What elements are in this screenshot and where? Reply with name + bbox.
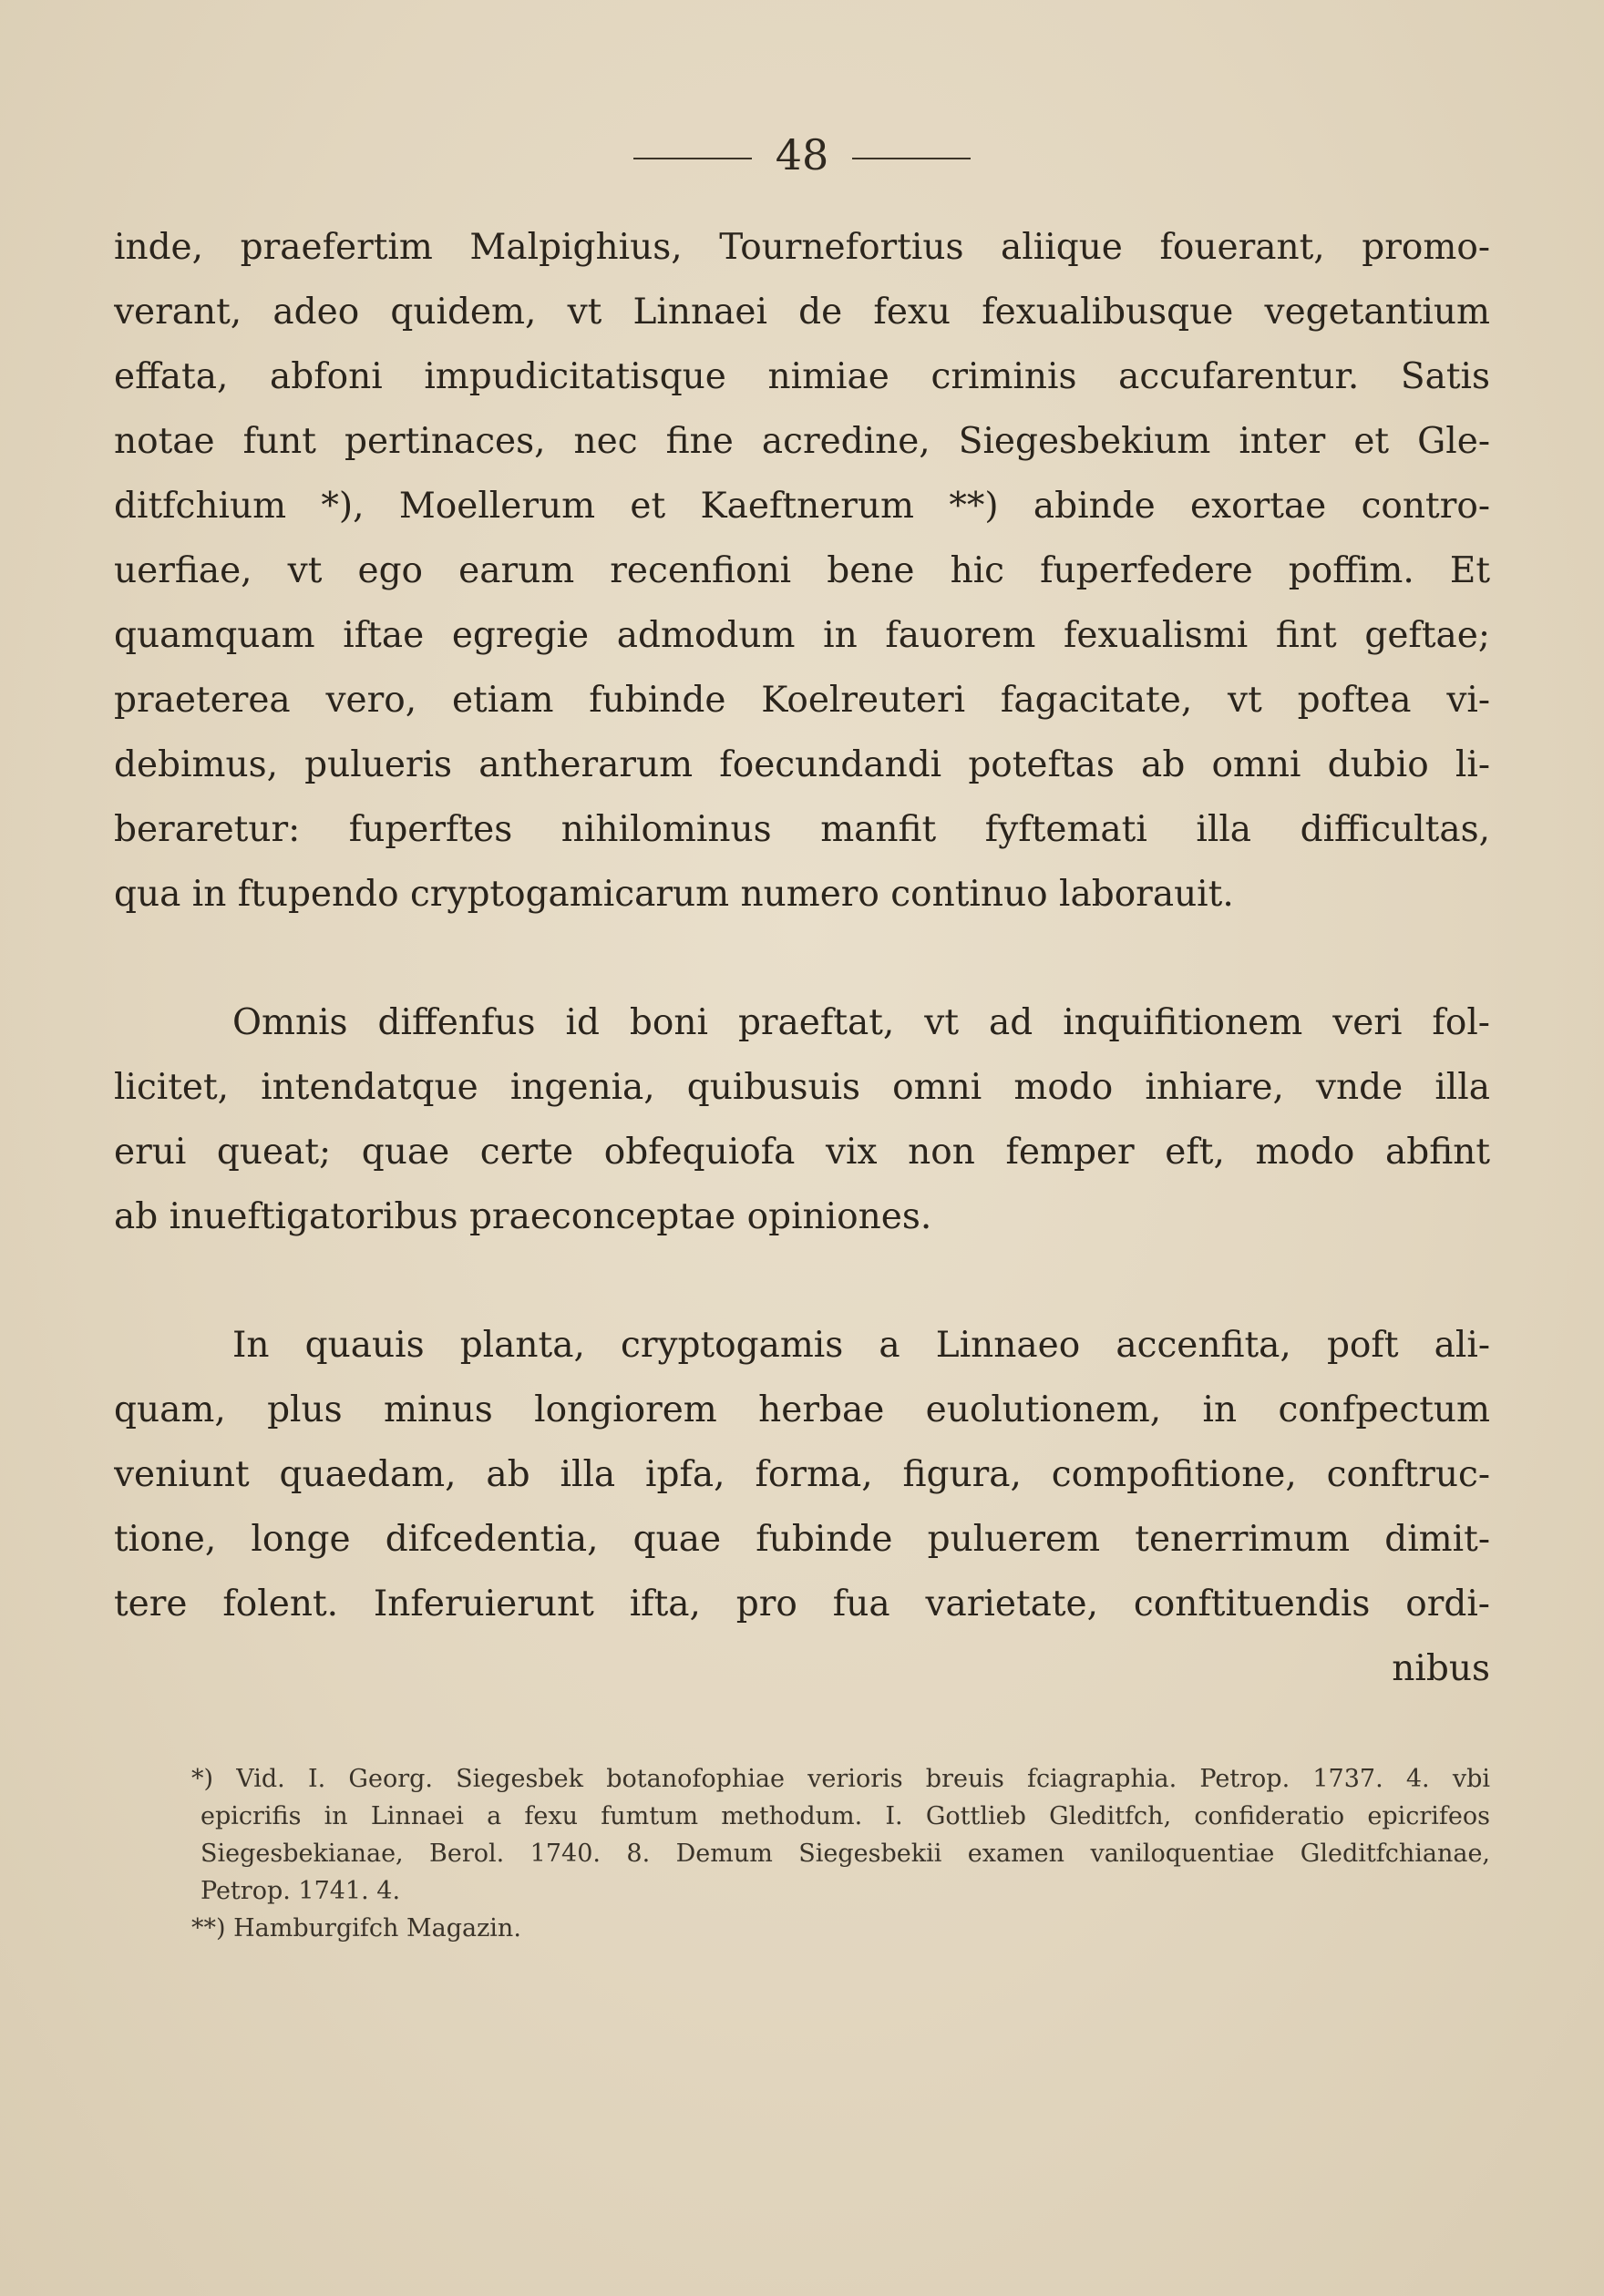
paragraph-gap (114, 1249, 1490, 1313)
text-line: quam, plus minus longiorem herbae euolutionem, in confpectum (114, 1389, 1490, 1430)
footnotes (191, 1760, 1490, 1947)
paragraph-1 (114, 215, 1490, 927)
footnote-line: epicrifis in Linnaei a fexu fumtum methodum. I. Gottlieb Gleditfch, confideratio epicrifeos (200, 1802, 1490, 1830)
text-line: In quauis planta, cryptogamis a Linnaeo accenfita, poft ali- (232, 1325, 1490, 1366)
text-line: uerfiae, vt ego earum recenfioni bene hic fuperfedere poffim. Et (114, 550, 1490, 591)
text-line: debimus, pulueris antherarum foecundandi poteftas ab omni dubio li- (114, 744, 1490, 785)
text-line: ab inueftigatoribus praeconceptae opiniones. (114, 1196, 932, 1237)
footnote-line: Petrop. 1741. 4. (200, 1877, 401, 1905)
catchword: nibus (1392, 1648, 1490, 1689)
paragraph-gap (114, 927, 1490, 990)
text-line: notae funt pertinaces, nec fine acredine, Siegesbekium inter et Gle- (114, 421, 1490, 462)
text-line: qua in ftupendo cryptogamicarum numero continuo laborauit. (114, 874, 1234, 915)
text-line: ditfchium *), Moellerum et Kaeftnerum **) abinde exortae contro- (114, 486, 1490, 527)
text-line: erui queat; quae certe obfequiofa vix non femper eft, modo abfint (114, 1132, 1490, 1173)
footnote-line: **) Hamburgifch Magazin. (191, 1914, 521, 1942)
body-text (114, 215, 1490, 1701)
footnote-1 (191, 1760, 1490, 1910)
footnote-line: *) Vid. I. Georg. Siegesbek botanofophiae verioris breuis fciagraphia. Petrop. 1737. 4. vbi (191, 1765, 1490, 1793)
text-line: effata, abfoni impudicitatisque nimiae criminis accufarentur. Satis (114, 356, 1490, 397)
text-line: beraretur: fuperftes nihilominus manfit fyftemati illa difficultas, (114, 809, 1490, 850)
text-line: quamquam iftae egregie admodum in fauorem fexualismi fint geftae; (114, 615, 1490, 656)
paragraph-3 (114, 1313, 1490, 1701)
text-line: verant, adeo quidem, vt Linnaei de fexu fexualibusque vegetantium (114, 292, 1490, 333)
text-line: inde, praefertim Malpighius, Tournefortius aliique fouerant, promo- (114, 227, 1490, 268)
page-number: 48 (775, 130, 829, 179)
page-header (0, 128, 1604, 182)
paragraph-2 (114, 990, 1490, 1249)
footnote-2 (191, 1910, 1490, 1947)
header-rule-right (852, 158, 971, 159)
text-line: tere folent. Inferuierunt ifta, pro fua varietate, conftituendis ordi- (114, 1584, 1490, 1625)
header-rule-left (633, 158, 752, 159)
text-line: Omnis diffenfus id boni praeftat, vt ad inquifitionem veri fol- (232, 1002, 1490, 1043)
text-line: praeterea vero, etiam fubinde Koelreuteri fagacitate, vt poftea vi- (114, 680, 1490, 721)
footnote-line: Siegesbekianae, Berol. 1740. 8. Demum Siegesbekii examen vaniloquentiae Gleditfchianae, (200, 1840, 1490, 1868)
text-line: tione, longe difcedentia, quae fubinde puluerem tenerrimum dimit- (114, 1519, 1490, 1560)
text-line: veniunt quaedam, ab illa ipfa, forma, figura, compofitione, conftruc- (114, 1454, 1490, 1495)
text-line: licitet, intendatque ingenia, quibusuis omni modo inhiare, vnde illa (114, 1067, 1490, 1108)
